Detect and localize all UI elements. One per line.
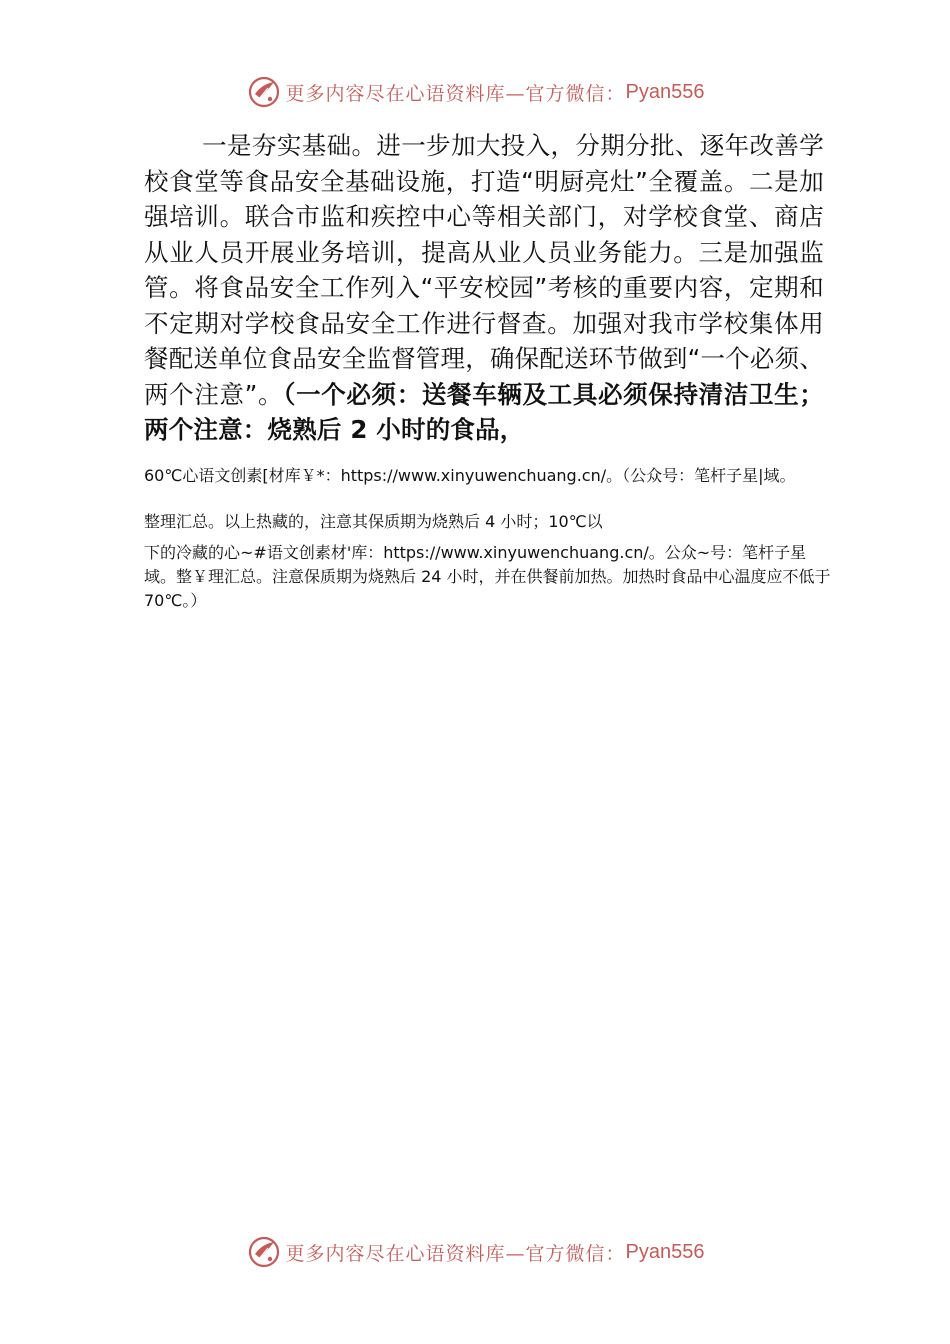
- small-text-line-3: 下的冷藏的心~#语文创素材'库：https://www.xinyuwenchuang.cn/。公众~号：笔杆子星域。整￥理汇总。注意保质期为烧熟后 24 小时，并在供餐前加热。加热时食品中心温度应不低于 70℃。）: [144, 543, 831, 610]
- paragraph-bold-text: （一个必须：送餐车辆及工具必须保持清洁卫生；两个注意：烧熟后 2 小时的食品，: [144, 379, 824, 444]
- logo-icon: [246, 74, 282, 110]
- header-banner: [0, 72, 950, 112]
- main-paragraph: [144, 128, 824, 448]
- wechat-id: Pyan556: [625, 80, 705, 103]
- small-text-line-1: 60℃心语文创素[材库￥*：https://www.xinyuwenchuang.cn/。（公众号：笔杆子星|域。: [144, 466, 796, 485]
- banner-text: 更多内容尽在心语资料库—官方微信：: [285, 82, 626, 105]
- wechat-id: Pyan556: [625, 1240, 705, 1263]
- small-text-line-2: 整理汇总。以上热藏的，注意其保质期为烧熟后 4 小时；10℃以: [144, 512, 603, 531]
- logo-icon: [246, 1234, 282, 1270]
- footer-banner: [0, 1232, 950, 1272]
- paragraph-normal-text: 一是夯实基础。进一步加大投入，分期分批、逐年改善学校食堂等食品安全基础设施，打造“明厨亮灶”全覆盖。二是加强培训。联合市监和疾控中心等相关部门，对学校食堂、商店从业人员开展业务培训，提高从业人员业务能力。三是加强监管。将食品安全工作列入“平安校园”考核的重要内容，定期和不定期对学校食品安全工作进行督查。加强对我市学校集体用餐配送单位食品安全监督管理，确保配送环节做到“一个必须、两个注意”。: [144, 131, 824, 409]
- banner-text: 更多内容尽在心语资料库—官方微信：: [285, 1242, 626, 1265]
